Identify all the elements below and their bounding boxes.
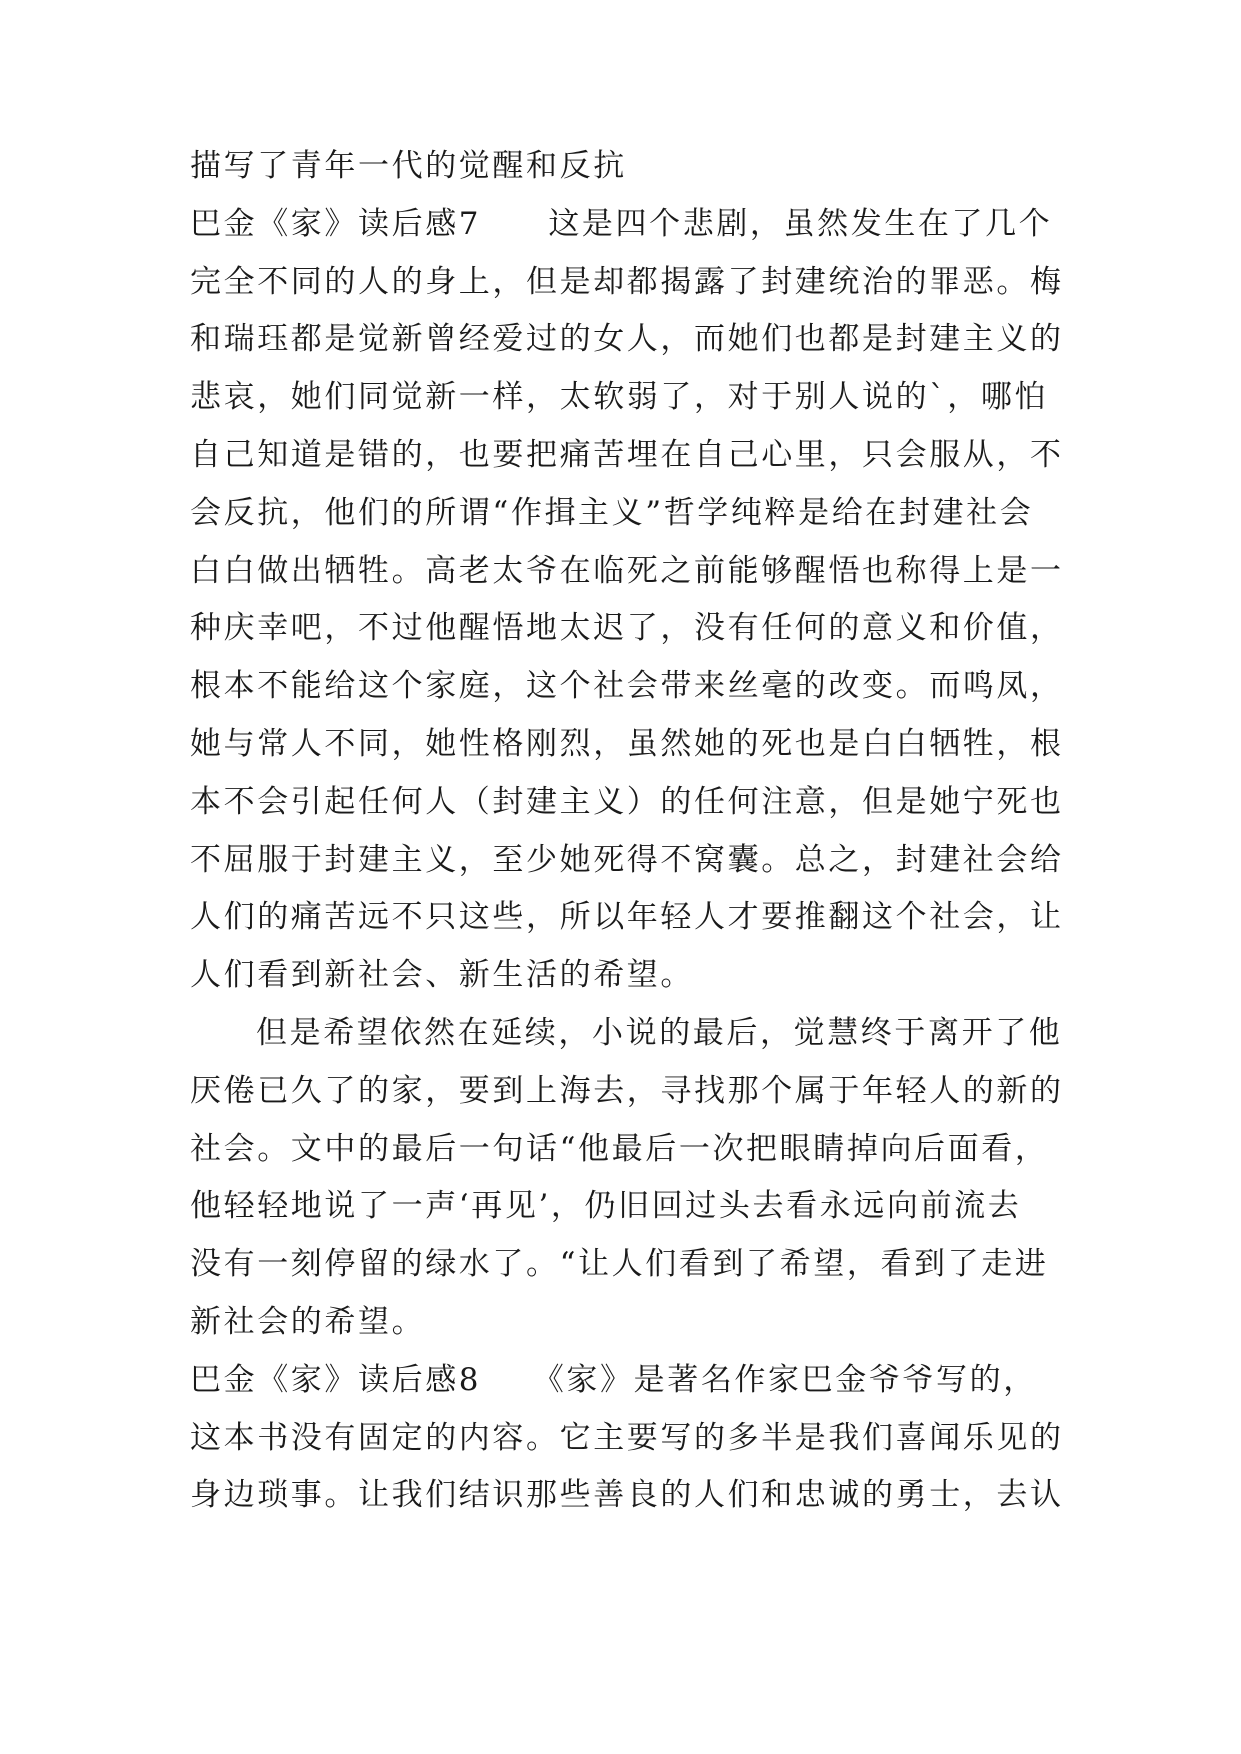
- text-line: 他轻轻地说了一声‘再见’，仍旧回过头去看永远向前流去: [190, 1188, 1022, 1225]
- text-line: 社会。文中的最后一句话“他最后一次把眼睛掉向后面看，: [190, 1130, 1049, 1167]
- text-line: 会反抗，他们的所谓“作揖主义”哲学纯粹是给在封建社会: [190, 494, 1034, 531]
- text-line: 巴金《家》读后感7 这是四个悲剧，虽然发生在了几个: [190, 205, 1053, 242]
- text-line: 厌倦已久了的家，要到上海去，寻找那个属于年轻人的新的: [190, 1072, 1064, 1109]
- text-line: 但是希望依然在延续，小说的最后，觉慧终于离开了他: [256, 1014, 1063, 1051]
- text-line: 完全不同的人的身上，但是却都揭露了封建统治的罪恶。梅: [190, 263, 1064, 300]
- text-line: 新社会的希望。: [190, 1303, 426, 1340]
- text-line: 悲哀，她们同觉新一样，太软弱了，对于别人说的`，哪怕: [190, 379, 1049, 416]
- text-line: 人们看到新社会、新生活的希望。: [190, 957, 694, 994]
- text-line: 本不会引起任何人（封建主义）的任何注意，但是她宁死也: [190, 783, 1064, 820]
- text-line: 人们的痛苦远不只这些，所以年轻人才要推翻这个社会，让: [190, 899, 1064, 936]
- text-line: 根本不能给这个家庭，这个社会带来丝毫的改变。而鸣凤，: [190, 668, 1064, 705]
- text-line: 身边琐事。让我们结识那些善良的人们和忠诚的勇士，去认: [190, 1477, 1064, 1514]
- body-text: [190, 138, 1070, 1525]
- text-line: 白白做出牺牲。高老太爷在临死之前能够醒悟也称得上是一: [190, 552, 1064, 589]
- text-line: 她与常人不同，她性格刚烈，虽然她的死也是白白牺牲，根: [190, 725, 1064, 762]
- text-line: 自己知道是错的，也要把痛苦埋在自己心里，只会服从，不: [190, 436, 1064, 473]
- text-line: 种庆幸吧，不过他醒悟地太迟了，没有任何的意义和价值，: [190, 610, 1064, 647]
- text-line: 这本书没有固定的内容。它主要写的多半是我们喜闻乐见的: [190, 1419, 1064, 1456]
- text-line: 描写了青年一代的觉醒和反抗: [190, 148, 627, 184]
- text-line: 没有一刻停留的绿水了。“让人们看到了希望，看到了走进: [190, 1246, 1049, 1283]
- text-line: 不屈服于封建主义，至少她死得不窝囊。总之，封建社会给: [190, 841, 1064, 878]
- text-line: 巴金《家》读后感8 《家》是著名作家巴金爷爷写的，: [190, 1361, 1037, 1398]
- text-line: 和瑞珏都是觉新曾经爱过的女人，而她们也都是封建主义的: [190, 321, 1064, 358]
